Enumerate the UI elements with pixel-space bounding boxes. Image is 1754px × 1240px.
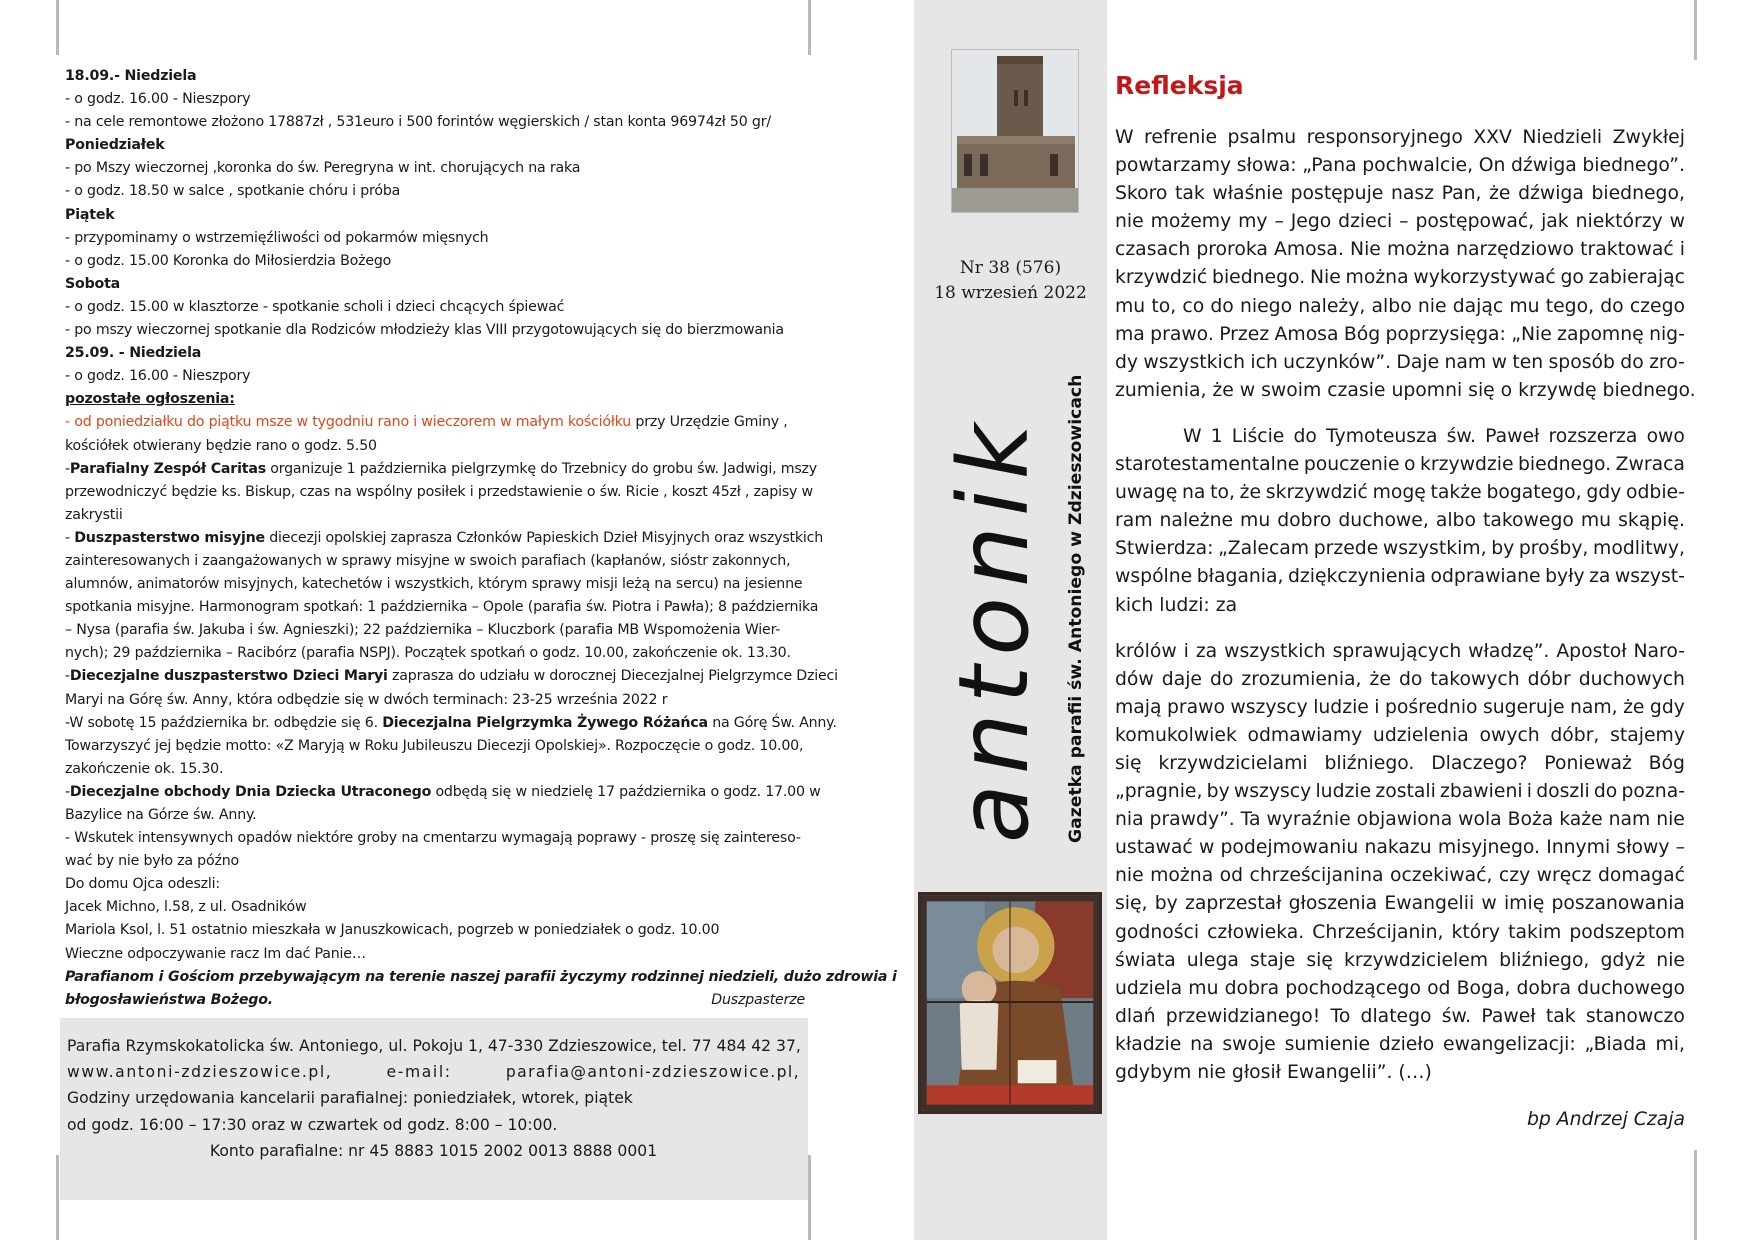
- announcement-line: nych); 29 października – Racibórz (parafia NSPJ). Początek spotkań o godz. 10.00, zakończenie ok. 13.30.: [65, 645, 791, 662]
- announcement-text: -: [65, 460, 70, 477]
- article-line: kładzie na swoje sumienie dzieło ewangelizacji: „Biada mi,: [1115, 1033, 1685, 1055]
- article-line: wspólne błagania, dziękczynienia odprawiane były za wszyst-: [1115, 566, 1685, 588]
- announcement-text: Diecezjalna Pielgrzymka Żywego Różańca: [382, 714, 708, 731]
- article-line: królów i za wszystkich sprawujących władzę”. Apostoł Naro-: [1115, 640, 1685, 662]
- office-hours-2: od godz. 16:00 – 17:30 oraz w czwartek od godz. 8:00 – 10:00.: [67, 1115, 558, 1134]
- edge-marker: [1694, 1150, 1697, 1240]
- article-line: ma prawo. Przez Amosa Bóg poprzysięga: „Nie zapomnę nig-: [1115, 323, 1685, 345]
- announcement-line: - przypominamy o wstrzemięźliwości od pokarmów mięsnych: [65, 229, 489, 246]
- article-line: gdybym nie głosił Ewangelii”. (…): [1115, 1062, 1432, 1083]
- article-line: zumienia, że w swoim czasie upomni się o krzywdę biednego.: [1115, 379, 1696, 401]
- parish-web-email: [67, 1059, 800, 1085]
- article-line: W 1 Liście do Tymoteusza św. Paweł rozszerza owo: [1183, 425, 1685, 447]
- article-paragraph-1: [1115, 124, 1696, 405]
- office-hours: Godziny urzędowania kancelarii parafialnej: poniedziałek, wtorek, piątek: [67, 1089, 633, 1108]
- article-line: „pragnie, by wszyscy ludzie zostali zbawieni i doszli do pozna-: [1115, 781, 1685, 803]
- announcement-line: - o godz. 15.00 w klasztorze - spotkanie scholi i dzieci chcących śpiewać: [65, 298, 565, 315]
- bank-account: Konto parafialne: nr 45 8883 1015 2002 0013 8888 0001: [209, 1141, 658, 1160]
- article-line: kich ludzi: za: [1115, 594, 1238, 616]
- article-line: powtarzamy słowa: „Pana pochwalcie, On dźwiga biednego”.: [1115, 155, 1685, 177]
- announcement-line: - o godz. 16.00 - Nieszpory: [65, 91, 251, 108]
- blessing-line: [65, 989, 805, 1012]
- announcement-text: Diecezjalne duszpasterstwo Dzieci Maryi: [69, 668, 388, 685]
- article-line: nie możemy my – Jego dzieci – postępować, jak niektórzy w: [1115, 211, 1685, 233]
- article-line: godności człowieka. Chrześcijanin, który takim podszeptom: [1115, 921, 1685, 943]
- announcement-text: -: [65, 668, 70, 685]
- announcement-line: wać by nie było za późno: [65, 853, 239, 870]
- announcement-line: Wieczne odpoczywanie racz Im dać Panie…: [65, 945, 366, 962]
- article-line: ram należne mu dobro duchowe, albo takowego mu skąpię.: [1115, 510, 1685, 532]
- announcement-text: Diecezjalne obchody Dnia Dziecka Utraconego: [69, 783, 432, 800]
- announcement-line: - o godz. 18.50 w salce , spotkanie chóru i próba: [65, 183, 401, 200]
- announcement-line: Bazylice na Górze św. Anny.: [65, 807, 257, 823]
- announcement-line: zainteresowanych i zaangażowanych w sprawy misyjne w swoich parafiach (kapłanów, sióstr zakonnych,: [65, 552, 791, 569]
- article-line: się, by zaprzestał głoszenia Ewangelii w imię poszanowania: [1115, 893, 1685, 915]
- announcement-line: alumnów, animatorów misyjnych, katechetów i wszystkich, którym sprawy misji leżą na sercu) na jesienne: [65, 576, 803, 593]
- article-line: Stwierdza: „Zalecam przede wszystkim, by prośby, modlitwy,: [1115, 538, 1685, 560]
- parish-address: Parafia Rzymskokatolicka św. Antoniego, ul. Pokoju 1, 47-330 Zdzieszowice, tel. 77 484 42 37,: [67, 1037, 801, 1055]
- announcement-line: - po Mszy wieczornej ,koronka do św. Peregryna w int. chorujących na raka: [65, 160, 581, 177]
- issue-number: Nr 38 (576): [959, 258, 1062, 278]
- issue-info: [914, 256, 1107, 306]
- reflection-article: [1115, 66, 1696, 1131]
- article-line: udziela mu dobra pochodzącego od Boga, dobra duchowego: [1115, 977, 1685, 999]
- announcement-line: [65, 781, 821, 804]
- email-link[interactable]: parafia@antoni-zdzieszowice.pl,: [505, 1063, 800, 1082]
- website-link[interactable]: www.antoni-zdzieszowice.pl,: [67, 1063, 333, 1082]
- announcement-line: przewodniczyć będzie ks. Biskup, czas na wspólny posiłek i przedstawienie o św. Ricie , koszt 45zł , zapisy w: [65, 483, 813, 500]
- announcement-line: Jacek Michno, l.58, z ul. Osadników: [65, 899, 307, 916]
- announcement-line: 25.09. - Niedziela: [65, 345, 202, 362]
- edge-marker: [808, 0, 811, 55]
- masthead-title: [935, 355, 1095, 850]
- article-line: Skoro tak właśnie postępuje nasz Pan, że dźwiga biednego,: [1115, 183, 1685, 205]
- announcement-line: 18.09.- Niedziela: [65, 68, 197, 84]
- announcement-line: - o godz. 15.00 Koronka do Miłosierdzia Bożego: [65, 252, 392, 269]
- article-line: uwagę na to, że skrzywdzić mogę także bogatego, gdy odbie-: [1115, 482, 1685, 504]
- issue-date: 18 wrzesień 2022: [934, 283, 1087, 303]
- article-line: komukolwiek odmawiamy udzielenia owych dóbr, stajemy: [1115, 724, 1685, 746]
- announcement-text: zaprasza do udziału w dorocznej Diecezjalnej Pielgrzymce Dzieci: [387, 668, 838, 685]
- announcement-text: Duszpasterstwo misyjne: [74, 529, 265, 546]
- announcement-line: Parafianom i Gościom przebywającym na terenie naszej parafii życzymy rodzinnej niedzieli, dużo zdrowia i: [65, 968, 897, 985]
- blessing-text: błogosławieństwa Bożego.: [65, 991, 273, 1008]
- article-line: mu to, co do niego należy, albo nie dając mu tego, do czego: [1115, 295, 1685, 317]
- saint-anthony-stained-glass: [918, 892, 1102, 1114]
- announcement-line: Sobota: [65, 275, 121, 292]
- announcement-line: - Wskutek intensywnych opadów niektóre groby na cmentarzu wymagają poprawy - proszę się zaintereso-: [65, 830, 801, 847]
- announcement-text: -W sobotę 15 października br. odbędzie się 6.: [65, 714, 383, 731]
- announcement-line: - po mszy wieczornej spotkanie dla Rodziców młodzieży klas VIII przygotowujących się do bierzmowania: [65, 322, 784, 339]
- announcement-text: -: [65, 783, 70, 800]
- edge-marker: [56, 1155, 59, 1240]
- announcement-line: Towarzyszyć jej będzie motto: «Z Maryją w Roku Jubileuszu Diecezji Opolskiej». Rozpoczęcie o godz. 10.00,: [65, 737, 804, 754]
- edge-marker: [56, 0, 59, 55]
- announcement-line: - na cele remontowe złożono 17887zł , 531euro i 500 forintów węgierskich / stan konta 96974zł 50 gr/: [65, 114, 771, 131]
- article-line: krzywdzić biednego. Nie można wykorzystywać go zabierając: [1115, 267, 1685, 289]
- announcement-line: [65, 712, 837, 735]
- signature: Duszpasterze: [711, 991, 805, 1008]
- announcement-line: [65, 527, 824, 550]
- article-line: dów daje do zrozumienia, że do takowych dóbr duchowych: [1115, 668, 1685, 690]
- announcement-line: [65, 665, 838, 688]
- announcements-column: [65, 65, 897, 1012]
- article-heading: Refleksja: [1115, 71, 1244, 100]
- article-author: bp Andrzej Czaja: [1526, 1109, 1685, 1131]
- article-line: dlań przewidzianego! To dlatego św. Paweł tak stanowczo: [1115, 1005, 1685, 1027]
- article-line: dy wszystkich ich uczynków”. Daje nam w ten sposób do zro-: [1115, 351, 1685, 373]
- article-line: ustawać w podejmowaniu nakazu misyjnego. Innymi słowy –: [1115, 837, 1685, 859]
- announcement-line: Piątek: [65, 206, 115, 223]
- newsletter-subtitle: Gazetka parafii św. Antoniego w Zdzieszowicach: [1066, 374, 1086, 843]
- email-label: e-mail:: [386, 1063, 452, 1082]
- article-line: nie można od chrześcijanina oczekiwać, czy wręcz domagać: [1115, 865, 1685, 887]
- announcement-line: Do domu Ojca odeszli:: [65, 876, 220, 893]
- edge-marker: [808, 1155, 811, 1240]
- announcement-text: diecezji opolskiej zaprasza Członków Papieskich Dzieł Misyjnych oraz wszystkich: [264, 529, 824, 546]
- announcement-text: na Górę Św. Anny.: [707, 714, 837, 731]
- article-line: starotestamentalne pouczenie o krzywdzie biednego. Zwraca: [1115, 454, 1685, 476]
- announcement-text: Parafialny Zespół Caritas: [69, 460, 266, 477]
- announcement-line: zakrystii: [65, 506, 123, 523]
- article-line: W refrenie psalmu responsoryjnego XXV Niedzieli Zwykłej: [1115, 127, 1685, 148]
- announcement-line: - o godz. 16.00 - Nieszpory: [65, 368, 251, 385]
- announcement-line: Mariola Ksol, l. 51 ostatnio mieszkała w Januszkowicach, pogrzeb w poniedziałek o godz. 10.00: [65, 922, 720, 939]
- announcement-line: pozostałe ogłoszenia:: [65, 391, 235, 408]
- announcement-line: Poniedziałek: [65, 137, 165, 154]
- announcement-line: spotkania misyjne. Harmonogram spotkań: 1 października – Opole (parafia św. Piotra i Pawła); 8 października: [65, 599, 819, 616]
- announcement-text: -: [65, 529, 75, 546]
- article-paragraph-2: [1115, 423, 1685, 620]
- announcement-line: kościółek otwierany będzie rano o godz. 5.50: [65, 437, 377, 454]
- edge-marker: [1694, 0, 1697, 60]
- church-photo: [951, 49, 1079, 213]
- article-line: świata ulega staje się krzywdzicielem bliźniego, gdyż nie: [1115, 949, 1685, 971]
- article-line: nia prawdy”. Ta wyraźnie objawiona wola Boża każe nam nie: [1115, 809, 1685, 831]
- announcement-line: Maryi na Górę św. Anny, która odbędzie się w dwóch terminach: 23-25 września 2022 r: [65, 691, 668, 708]
- contact-box: [60, 1018, 808, 1200]
- announcement-line: – Nysa (parafia św. Jakuba i św. Agnieszki); 22 października – Kluczbork (parafia MB Wspomożenia Wier-: [65, 622, 781, 639]
- announcement-text: organizuje 1 października pielgrzymkę do Trzebnicy do grobu św. Jadwigi, mszy: [265, 460, 817, 477]
- announcement-line: zakończenie ok. 15.30.: [65, 760, 224, 777]
- article-line: mają prawo wszyscy ludzie i pośrednio sugeruje nam, że gdy: [1115, 696, 1685, 718]
- announcement-text: - od poniedziałku do piątku msze w tygodniu rano i wieczorem w małym kościółku: [65, 414, 632, 431]
- article-paragraph-3: [1115, 638, 1685, 1088]
- newsletter-title: antonik: [938, 413, 1050, 843]
- announcement-line: [65, 411, 805, 434]
- article-line: czasach proroka Amosa. Nie można narzędziowo traktować i: [1115, 239, 1685, 261]
- article-line: się krzywdzicielami bliźniego. Dlaczego? Ponieważ Bóg: [1115, 752, 1685, 774]
- announcement-text: przy Urzędzie Gminy ,: [631, 414, 788, 431]
- announcement-line: [65, 458, 817, 481]
- announcement-text: odbędą się w niedzielę 17 października o godz. 17.00 w: [431, 783, 821, 800]
